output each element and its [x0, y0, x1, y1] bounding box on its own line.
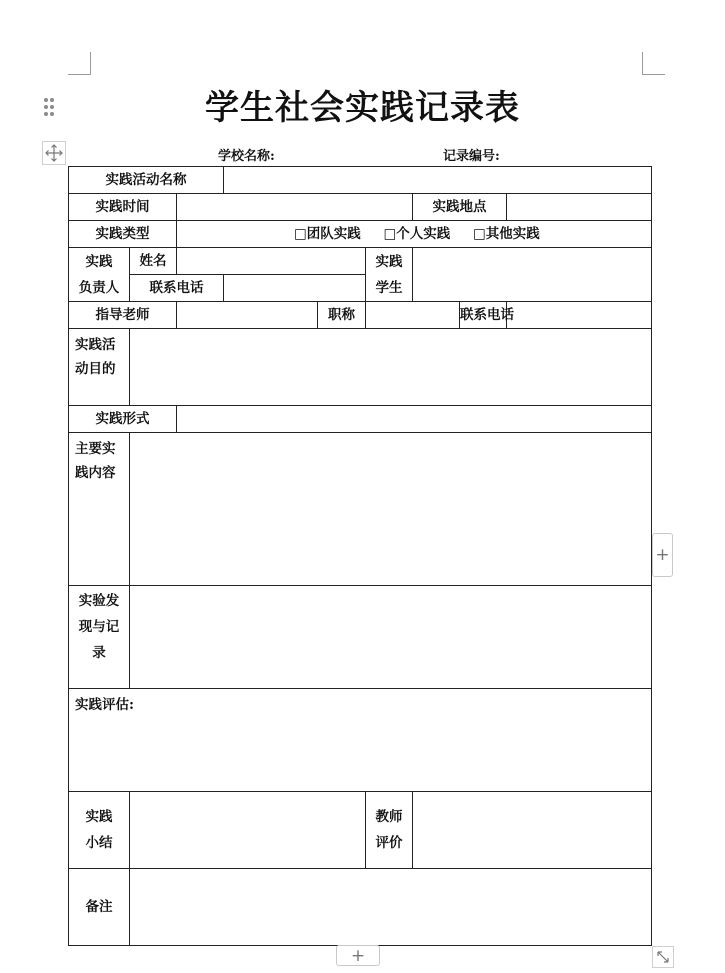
leader-phone-label: 联系电话 — [130, 275, 224, 302]
purpose-label-line1: 实践活 — [75, 337, 116, 353]
practice-type-label: 实践类型 — [69, 221, 177, 248]
activity-purpose-field[interactable] — [130, 329, 652, 406]
teacher-evaluation-field[interactable] — [413, 792, 652, 869]
page-corner-top-right — [642, 52, 665, 75]
plus-icon: + — [655, 545, 670, 565]
plus-icon: + — [350, 945, 366, 966]
leader-phone-field[interactable] — [224, 275, 366, 302]
students-label-line1: 实践 — [375, 253, 403, 270]
page-title: 学生社会实践记录表 — [205, 88, 520, 128]
page-corner-top-left — [68, 52, 91, 75]
practice-leader-label — [69, 248, 130, 302]
summary-label-line1: 实践 — [85, 809, 113, 825]
findings-label — [69, 586, 130, 689]
main-content-label — [69, 433, 130, 586]
advisor-phone-label: 联系电话 — [460, 302, 507, 329]
practice-location-field[interactable] — [507, 194, 652, 221]
leader-name-field[interactable] — [177, 248, 366, 275]
practice-record-table — [68, 166, 652, 946]
content-label-line2: 践内容 — [75, 465, 116, 481]
content-label-line1: 主要实 — [75, 441, 116, 457]
other-practice-checkbox[interactable]: □其他实践 — [472, 226, 540, 242]
school-name-label: 学校名称: — [218, 149, 275, 164]
practice-summary-field[interactable] — [130, 792, 366, 869]
job-title-label: 职称 — [318, 302, 366, 329]
remarks-field[interactable] — [130, 869, 652, 946]
findings-field[interactable] — [130, 586, 652, 689]
job-title-field[interactable] — [366, 302, 460, 329]
activity-purpose-label — [69, 329, 130, 406]
findings-label-line1: 实验发 — [78, 593, 120, 609]
remarks-label: 备注 — [69, 869, 130, 946]
teacher-evaluation-label — [366, 792, 413, 869]
practice-time-label: 实践时间 — [69, 194, 177, 221]
practice-format-field[interactable] — [177, 406, 652, 433]
findings-label-line2: 现与记 — [78, 619, 120, 635]
table-resize-icon[interactable] — [652, 946, 674, 968]
practice-summary-label — [69, 792, 130, 869]
practice-evaluation-label: 实践评估: — [75, 697, 134, 713]
students-label-line2: 学生 — [375, 279, 403, 296]
add-column-button[interactable] — [652, 533, 673, 577]
advisor-phone-field[interactable] — [507, 302, 652, 329]
practice-format-label: 实践形式 — [69, 406, 177, 433]
practice-students-field[interactable] — [413, 248, 652, 302]
practice-evaluation-field[interactable] — [69, 689, 652, 792]
main-content-field[interactable] — [130, 433, 652, 586]
table-move-icon[interactable] — [42, 141, 66, 165]
leader-name-label: 姓名 — [130, 248, 177, 275]
findings-label-line3: 录 — [92, 645, 106, 661]
activity-name-label: 实践活动名称 — [69, 167, 224, 194]
practice-location-label: 实践地点 — [413, 194, 507, 221]
purpose-label-line2: 动目的 — [75, 361, 116, 377]
activity-name-field[interactable] — [224, 167, 652, 194]
practice-type-options — [177, 221, 652, 248]
teacher-eval-label-line2: 评价 — [375, 835, 403, 851]
teacher-eval-label-line1: 教师 — [375, 809, 403, 825]
leader-label-line2: 负责人 — [78, 279, 120, 296]
advisor-label: 指导老师 — [69, 302, 177, 329]
practice-students-label — [366, 248, 413, 302]
record-number-label: 记录编号: — [443, 149, 500, 164]
add-row-button[interactable] — [336, 945, 380, 966]
summary-label-line2: 小结 — [85, 835, 113, 851]
practice-time-field[interactable] — [177, 194, 413, 221]
advisor-field[interactable] — [177, 302, 318, 329]
individual-practice-checkbox[interactable]: □个人实践 — [383, 226, 451, 242]
team-practice-checkbox[interactable]: □团队实践 — [294, 226, 361, 242]
leader-label-line1: 实践 — [85, 253, 113, 270]
